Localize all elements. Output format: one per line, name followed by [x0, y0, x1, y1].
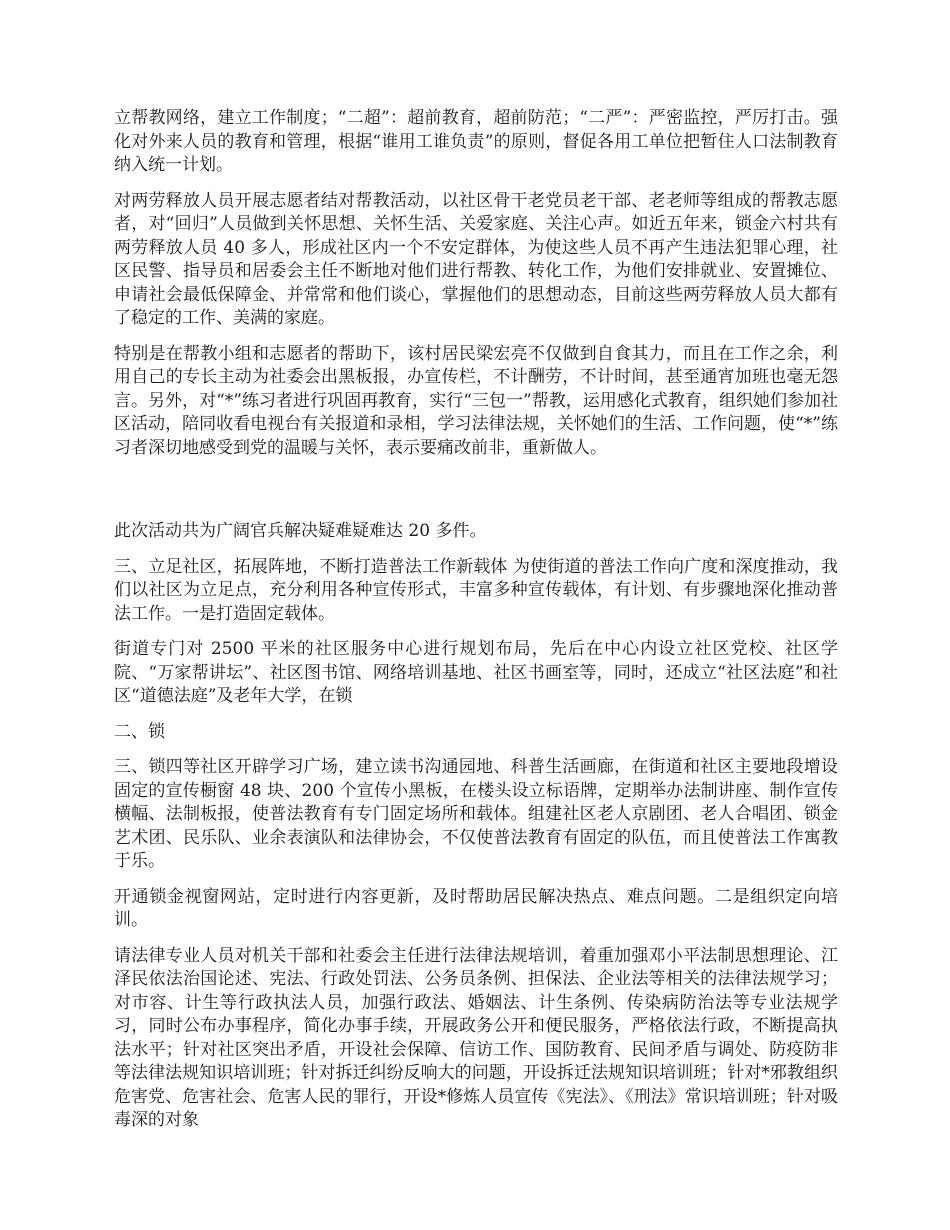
section-gap: [114, 472, 838, 520]
document-page: [114, 107, 838, 1145]
paragraph: 三、立足社区，拓展阵地，不断打造普法工作新载体 为使街道的普法工作向广度和深度推动，我们以社区为立足点，充分利用各种宣传形式，丰富多种宣传载体，有计划、有步骤地深化推动普法工作。一是打造固定载体。: [114, 556, 838, 624]
paragraph: 特别是在帮教小组和志愿者的帮助下，该村居民梁宏亮不仅做到自食其力，而且在工作之余，利用自己的专长主动为社委会出黑板报，办宣传栏，不计酬劳，不计时间，甚至通宵加班也毫无怨言。另外，对“*”练习者进行巩固再教育，实行“三包一”帮教，运用感化式教育，组织她们参加社区活动，陪同收看电视台有关报道和录相，学习法律法规，关怀她们的生活、工作问题，使“*”练习者深切地感受到党的温暖与关怀，表示要痛改前非，重新做人。: [114, 343, 838, 458]
paragraph: 街道专门对 2500 平米的社区服务中心进行规划布局，先后在中心内设立社区党校、社区学院、“万家帮讲坛”、社区图书馆、网络培训基地、社区书画室等，同时，还成立“社区法庭”和社区“道德法庭”及老年大学，在锁: [114, 639, 838, 706]
paragraph: 请法律专业人员对机关干部和社委会主任进行法律法规培训，着重加强邓小平法制思想理论、江泽民依法治国论述、宪法、行政处罚法、公务员条例、担保法、企业法等相关的法律法规学习；对市容、计生等行政执法人员，加强行政法、婚姻法、计生条例、传染病防治法等专业法规学习，同时公布办事程序，简化办事手续，开展政务公开和便民服务，严格依法行政，不断提高执法水平；针对社区突出矛盾，开设社会保障、信访工作、国防教育、民间矛盾与调处、防疫防非等法律法规知识培训班；针对拆迁纠纷反响大的问题，开设拆迁法规知识培训班；针对*邪教组织危害党、危害社会、危害人民的罪行，开设*修炼人员宣传《宪法》、《刑法》常识培训班；针对吸毒深的对象: [114, 945, 838, 1130]
paragraph: 二、锁: [114, 721, 165, 742]
paragraph: 三、锁四等社区开辟学习广场，建立读书沟通园地、科普生活画廊，在街道和社区主要地段增设固定的宣传橱窗 48 块、200 个宣传小黑板，在楼头设立标语牌，定期举办法制讲座、制作宣传横幅、法制板报，使普法教育有专门固定场所和载体。组建社区老人京剧团、老人合唱团、锁金艺术团、民乐队、业余表演队和法律协会，不仅使普法教育有固定的队伍，而且使普法工作寓教于乐。: [114, 757, 838, 871]
paragraph: 立帮教网络，建立工作制度；“二超”：超前教育，超前防范；“二严”：严密监控，严厉打击。强化对外来人员的教育和管理，根据“谁用工谁负责”的原则，督促各用工单位把暂住人口法制教育纳入统一计划。: [114, 108, 838, 175]
paragraph: 对两劳释放人员开展志愿者结对帮教活动，以社区骨干老党员老干部、老老师等组成的帮教志愿者，对“回归”人员做到关怀思想、关怀生活、关爱家庭、关注心声。如近五年来，锁金六村共有两劳释放人员 40 多人，形成社区内一个不安定群体，为使这些人员不再产生违法犯罪心理，社区民警、指导员和居委会主任不断地对他们进行帮教、转化工作，为他们安排就业、安置摊位、申请社会最低保障金、并常常和他们谈心，掌握他们的思想动态，目前这些两劳释放人员大都有了稳定的工作、美满的家庭。: [114, 190, 838, 328]
paragraph: 开通锁金视窗网站，定时进行内容更新，及时帮助居民解决热点、难点问题。二是组织定向培训。: [114, 886, 838, 930]
paragraph: 此次活动共为广阔官兵解决疑难疑难达 20 多件。: [114, 521, 487, 541]
